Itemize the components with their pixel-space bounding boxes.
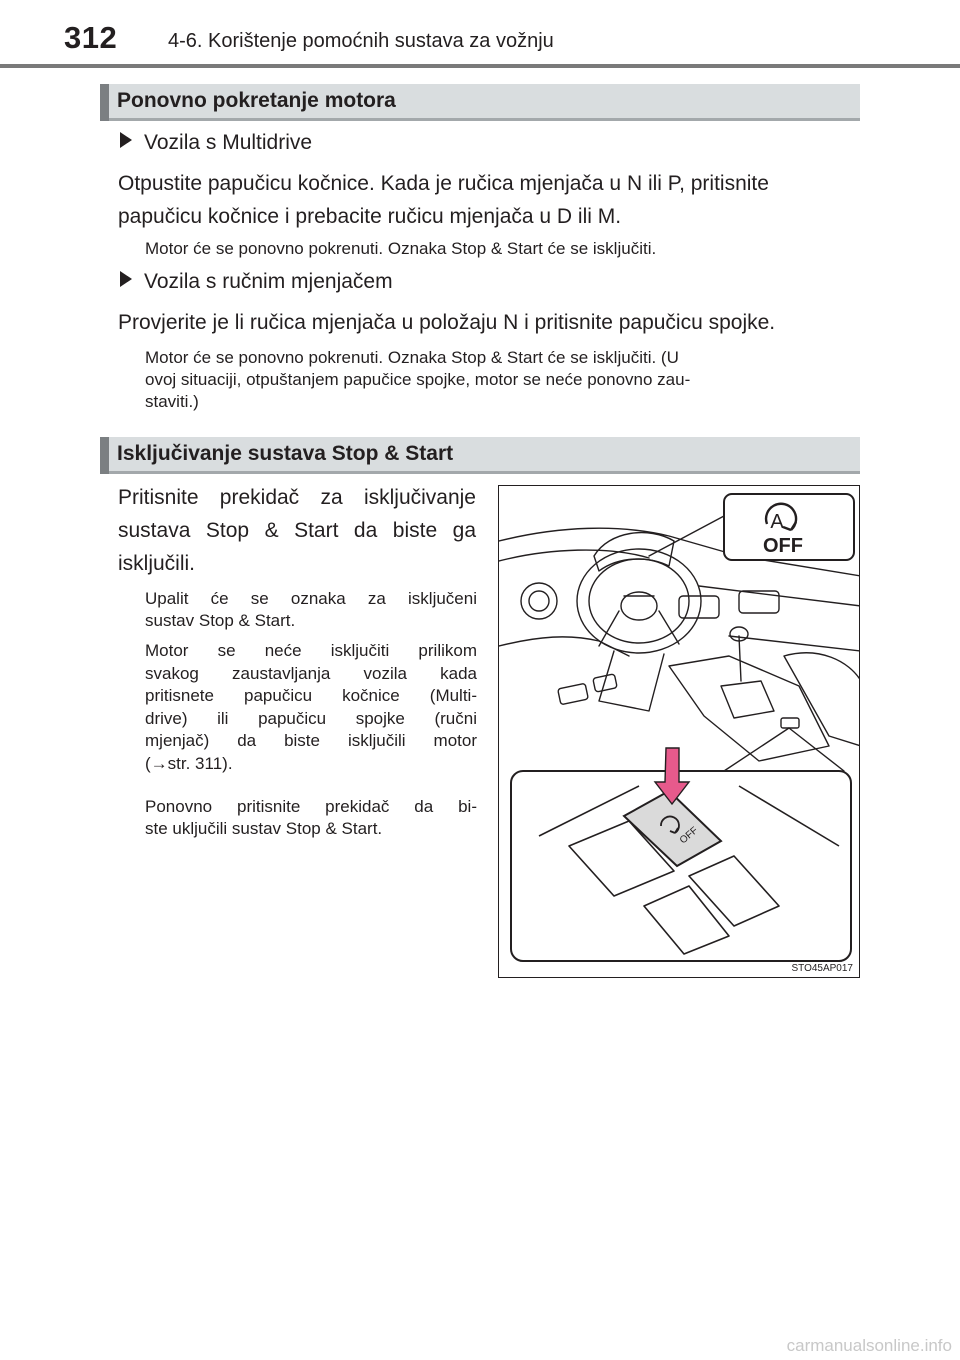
- callout-line: [724, 728, 789, 771]
- text-line: Ponovno pritisnite prekidač da bi-: [145, 797, 477, 816]
- text-line: Motor se neće isključiti prilikom: [145, 641, 477, 660]
- header-rule: [0, 64, 960, 68]
- instrument-cluster: [594, 533, 674, 571]
- triangle-bullet-icon: [120, 271, 132, 287]
- section-accent: [100, 84, 109, 121]
- text-line: isključili.: [118, 552, 196, 575]
- steering-spoke: [599, 596, 679, 646]
- air-vent: [739, 591, 779, 613]
- gear-gate: [721, 681, 774, 718]
- section-title: Ponovno pokretanje motora: [117, 89, 396, 112]
- note-engine: [145, 640, 477, 775]
- indicator-letter: A: [770, 511, 784, 533]
- bullet-manual: [120, 270, 393, 294]
- callout-line: [649, 516, 724, 556]
- figure-code: STO45AP017: [791, 963, 853, 974]
- text-line: svakog zaustavljanja vozila kada: [145, 663, 477, 683]
- pedal: [558, 683, 589, 704]
- note-indicator: [145, 588, 477, 632]
- chapter-title: 4-6. Korištenje pomoćnih sustava za vožnju: [168, 30, 554, 52]
- gear-shifter: [739, 636, 741, 681]
- steering-column: [599, 651, 664, 711]
- bullet-multidrive: [120, 131, 312, 155]
- instruction-multidrive: [118, 167, 769, 233]
- dashboard-line: [729, 636, 860, 651]
- air-vent: [521, 583, 557, 619]
- center-console: [669, 656, 829, 761]
- text-line: ste uključili sustav Stop & Start.: [145, 819, 383, 838]
- text-line: Pritisnite prekidač za isključivanje: [118, 486, 476, 509]
- text-line: papučicu kočnice i prebacite ručicu mjenjača u D ili M.: [118, 205, 622, 228]
- instruction-disable: [118, 481, 476, 580]
- text-line: (→str. 311).: [145, 753, 233, 773]
- text-line: Upalit će se oznaka za isključeni: [145, 589, 477, 608]
- steering-wheel: [577, 549, 701, 653]
- air-vent: [529, 591, 549, 611]
- switch-off-text: OFF: [677, 825, 701, 847]
- section-accent: [100, 437, 109, 474]
- text-line: sustav Stop & Start.: [145, 611, 296, 630]
- text-line: staviti.): [145, 392, 199, 411]
- text-line: drive) ili papučicu spojke (ručni: [145, 708, 477, 728]
- note-multidrive: Motor će se ponovno pokrenuti. Oznaka Stop & Start će se isključiti.: [145, 239, 657, 258]
- watermark: carmanualsonline.info: [786, 1336, 952, 1355]
- steering-wheel: [589, 559, 689, 643]
- text-line: mjenjač) da biste isključili motor: [145, 731, 477, 750]
- text-line: Otpustite papučicu kočnice. Kada je ručica mjenjača u N ili P, pritisnite: [118, 172, 769, 195]
- page-number: 312: [64, 20, 118, 55]
- note-reenable: [145, 796, 477, 840]
- text-line: sustava Stop & Start da biste ga: [118, 519, 476, 542]
- text-line: Motor će se ponovno pokrenuti. Oznaka Stop & Start će se isključiti. (U: [145, 348, 679, 367]
- illustration-figure: [498, 485, 860, 978]
- switch-callout: [511, 771, 851, 961]
- switch-location: [781, 718, 799, 728]
- indicator-off-text: OFF: [763, 535, 803, 557]
- triangle-bullet-icon: [120, 132, 132, 148]
- text-line: ovoj situaciji, otpuštanjem papučice spojke, motor se neće ponovno zau-: [145, 370, 691, 389]
- note-manual: [145, 347, 857, 413]
- callout-line: [789, 728, 844, 771]
- section-title: Isključivanje sustava Stop & Start: [117, 442, 454, 465]
- section-heading-disable: [100, 437, 860, 474]
- dashboard-illustration: [499, 486, 860, 978]
- bullet-label: Vozila s Multidrive: [144, 131, 313, 154]
- section-heading-restart: [100, 84, 860, 121]
- text-line: pritisnete papučicu kočnice (Multi-: [145, 686, 477, 705]
- bullet-label: Vozila s ručnim mjenjačem: [144, 270, 393, 293]
- instruction-manual: Provjerite je li ručica mjenjača u položaju N i pritisnite papučicu spojke.: [118, 311, 776, 334]
